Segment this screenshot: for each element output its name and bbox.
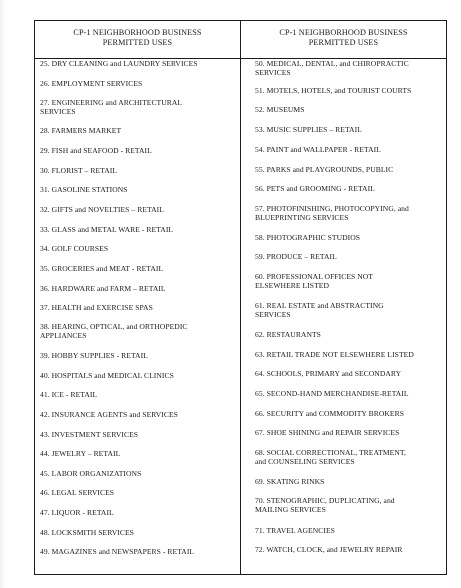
list-item	[40, 185, 128, 194]
list-item-line: 45. LABOR ORGANIZATIONS	[40, 469, 142, 478]
list-item	[40, 508, 114, 517]
list-item	[40, 488, 114, 497]
list-item-line: 25. DRY CLEANING and LAUNDRY SERVICES	[40, 59, 198, 68]
list-item-line: 64. SCHOOLS, PRIMARY and SECONDARY	[255, 369, 402, 378]
list-item-line: 46. LEGAL SERVICES	[40, 488, 115, 497]
list-item-line: and COUNSELING SERVICES	[255, 457, 355, 466]
list-item	[255, 545, 403, 554]
list-item-line: 32. GIFTS and NOVELTIES – RETAIL	[40, 205, 164, 214]
list-item	[255, 86, 411, 95]
list-item	[40, 322, 188, 340]
list-item-line: 56. PETS and GROOMING - RETAIL	[255, 184, 375, 193]
list-item-line: 54. PAINT and WALLPAPER - RETAIL	[255, 145, 381, 154]
list-item	[255, 369, 401, 378]
list-item	[40, 303, 153, 312]
list-item-line: 29. FISH and SEAFOOD - RETAIL	[40, 146, 152, 155]
list-item	[40, 98, 182, 116]
list-item	[255, 59, 409, 77]
list-item-line: 52. MUSEUMS	[255, 105, 305, 114]
list-item-line: 53. MUSIC SUPPLIES – RETAIL	[255, 125, 362, 134]
list-item	[255, 409, 404, 418]
list-item	[255, 145, 381, 154]
list-item	[40, 284, 166, 293]
list-item-line: 36. HARDWARE and FARM – RETAIL	[40, 284, 166, 293]
list-item-line: SERVICES	[40, 107, 76, 116]
list-item	[255, 526, 335, 535]
list-item-line: 68. SOCIAL CORRECTIONAL, TREATMENT,	[255, 448, 406, 457]
list-item-line: 44. JEWELRY – RETAIL	[40, 449, 121, 458]
list-item-line: 50. MEDICAL, DENTAL, and CHIROPRACTIC	[255, 59, 409, 68]
list-item-line: 57. PHOTOFINISHING, PHOTOCOPYING, and	[255, 204, 409, 213]
list-item	[255, 233, 360, 242]
list-item-line: 51. MOTELS, HOTELS, and TOURIST COURTS	[255, 86, 412, 95]
list-item-line: 67. SHOE SHINING and REPAIR SERVICES	[255, 428, 400, 437]
list-item	[255, 389, 409, 398]
right-header-line-1: CP-1 NEIGHBORHOOD BUSINESS	[279, 28, 408, 37]
list-item	[40, 547, 194, 556]
list-item-line: BLUEPRINTING SERVICES	[255, 213, 349, 222]
left-header-line-1: CP-1 NEIGHBORHOOD BUSINESS	[73, 28, 202, 37]
list-item-line: 55. PARKS and PLAYGROUNDS, PUBLIC	[255, 165, 394, 174]
list-item-line: 38. HEARING, OPTICAL, and ORTHOPEDIC	[40, 322, 188, 331]
list-item-line: 40. HOSPITALS and MEDICAL CLINICS	[40, 371, 174, 380]
list-item-line: 26. EMPLOYMENT SERVICES	[40, 79, 143, 88]
list-item	[255, 165, 393, 174]
list-item-line: 62. RESTAURANTS	[255, 330, 321, 339]
list-item-line: 41. ICE - RETAIL	[40, 390, 98, 399]
list-item	[40, 205, 164, 214]
right-header-line-2: PERMITTED USES	[308, 38, 379, 47]
list-item-line: 42. INSURANCE AGENTS and SERVICES	[40, 410, 178, 419]
list-item-line: 27. ENGINEERING and ARCHITECTURAL	[40, 98, 183, 107]
list-item-line: MAILING SERVICES	[255, 505, 326, 514]
list-item-line: 30. FLORIST – RETAIL	[40, 166, 118, 175]
list-item	[255, 496, 395, 514]
list-item	[255, 252, 337, 261]
list-item	[40, 59, 198, 68]
left-header-line-2: PERMITTED USES	[102, 38, 173, 47]
left-column-header	[35, 21, 240, 59]
list-item	[255, 184, 375, 193]
list-item	[40, 430, 138, 439]
list-item	[40, 449, 120, 458]
list-item-line: 69. SKATING RINKS	[255, 477, 325, 486]
list-item	[255, 428, 399, 437]
list-item-line: 37. HEALTH and EXERCISE SPAS	[40, 303, 153, 312]
list-item-line: SERVICES	[255, 310, 291, 319]
list-item-line: 60. PROFESSIONAL OFFICES NOT	[255, 272, 373, 281]
list-item-line: 65. SECOND-HAND MERCHANDISE-RETAIL	[255, 389, 409, 398]
list-item	[40, 351, 148, 360]
list-item-line: 71. TRAVEL AGENCIES	[255, 526, 335, 535]
list-item-line: 59. PRODUCE – RETAIL	[255, 252, 337, 261]
right-column-header	[241, 21, 446, 59]
list-item	[255, 448, 406, 466]
list-item	[40, 410, 178, 419]
permitted-uses-table	[34, 20, 447, 575]
list-item-line: 28. FARMERS MARKET	[40, 126, 122, 135]
left-column	[35, 21, 241, 574]
list-item-line: 58. PHOTOGRAPHIC STUDIOS	[255, 233, 361, 242]
list-item-line: 48. LOCKSMITH SERVICES	[40, 528, 134, 537]
list-item-line: 31. GASOLINE STATIONS	[40, 185, 128, 194]
list-item	[40, 225, 173, 234]
list-item	[255, 272, 373, 290]
right-column	[241, 21, 446, 574]
list-item	[255, 330, 321, 339]
list-item-line: 72. WATCH, CLOCK, and JEWELRY REPAIR	[255, 545, 403, 554]
list-item-line: SERVICES	[255, 68, 291, 77]
list-item	[255, 105, 305, 114]
list-item	[40, 528, 134, 537]
list-item	[255, 477, 324, 486]
list-item	[40, 469, 141, 478]
list-item	[40, 390, 97, 399]
list-item-line: 35. GROCERIES and MEAT - RETAIL	[40, 264, 164, 273]
list-item-line: 70. STENOGRAPHIC, DUPLICATING, and	[255, 496, 395, 505]
list-item-line: 34. GOLF COURSES	[40, 244, 109, 253]
list-item-line: 43. INVESTMENT SERVICES	[40, 430, 139, 439]
list-item-line: 33. GLASS and METAL WARE - RETAIL	[40, 225, 174, 234]
list-item	[255, 350, 414, 359]
list-item	[40, 79, 142, 88]
list-item-line: 49. MAGAZINES and NEWSPAPERS - RETAIL	[40, 547, 195, 556]
list-item-line: 39. HOBBY SUPPLIES - RETAIL	[40, 351, 148, 360]
list-item	[40, 244, 108, 253]
list-item	[40, 371, 174, 380]
list-item-line: 61. REAL ESTATE and ABSTRACTING	[255, 301, 384, 310]
list-item-line: 66. SECURITY and COMMODITY BROKERS	[255, 409, 405, 418]
list-item	[255, 204, 409, 222]
list-item	[255, 301, 384, 319]
list-item	[40, 166, 117, 175]
list-item-line: 63. RETAIL TRADE NOT ELSEWHERE LISTED	[255, 350, 414, 359]
list-item-line: ELSEWHERE LISTED	[255, 281, 329, 290]
list-item-line: 47. LIQUOR - RETAIL	[40, 508, 114, 517]
list-item	[40, 126, 121, 135]
list-item	[255, 125, 362, 134]
list-item	[40, 146, 152, 155]
list-item-line: APPLIANCES	[40, 331, 87, 340]
list-item	[40, 264, 163, 273]
